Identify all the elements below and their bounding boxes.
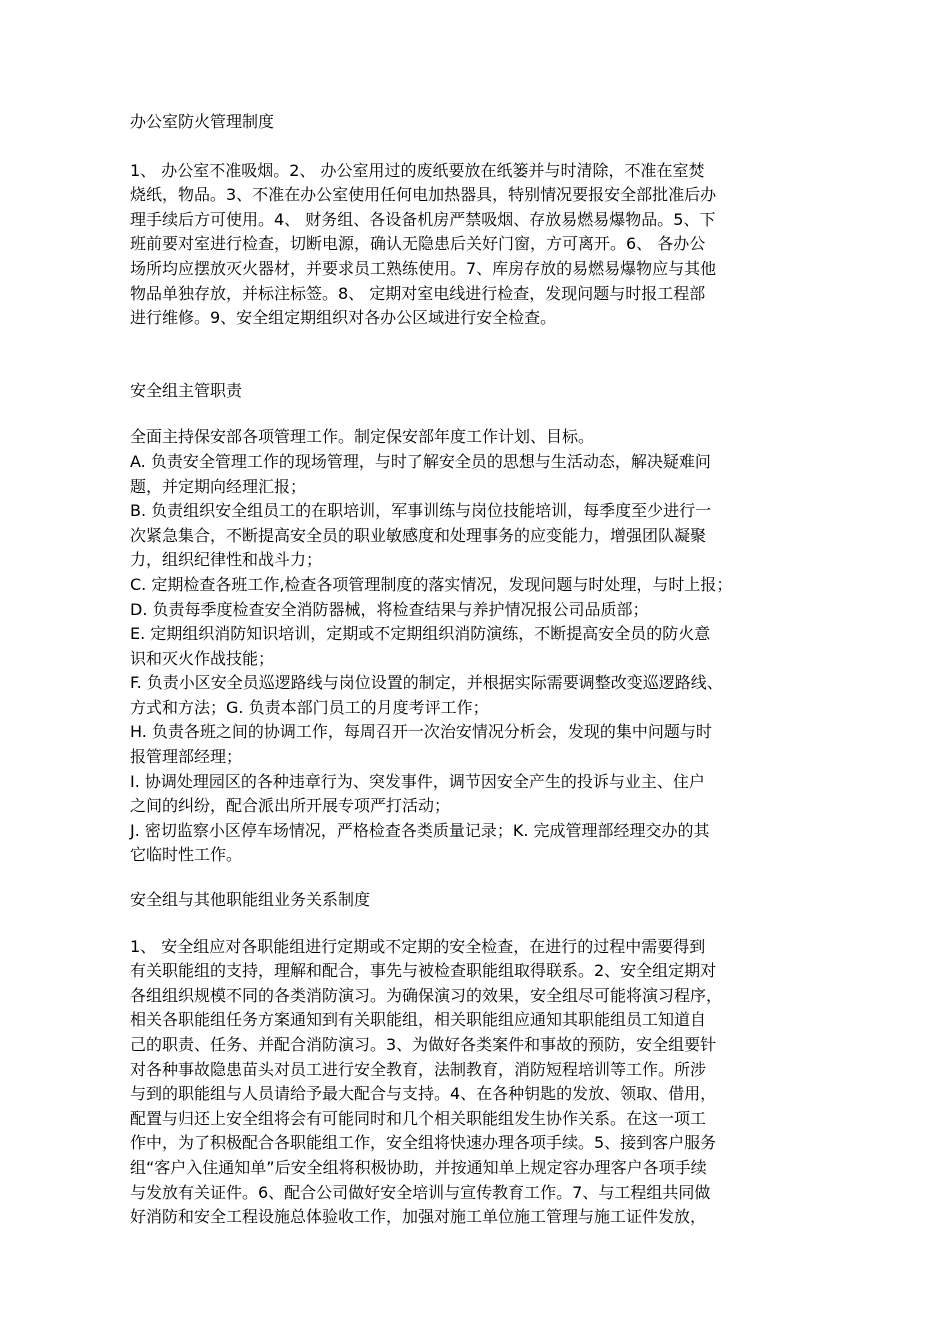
- text-line: A. 负责安全管理工作的现场管理，与时了解安全员的思想与生活动态，解决疑难问: [130, 451, 711, 471]
- text-line: 各组组织规模不同的各类消防演习。为确保演习的效果，安全组尽可能将演习程序，: [130, 985, 723, 1005]
- text-line: I. 协调处理园区的各种违章行为、突发事件，调节因安全产生的投诉与业主、住户: [130, 771, 705, 791]
- text-line: 进行维修。9、安全组定期组织对各办公区域进行安全检查。: [130, 308, 557, 328]
- text-line: 烧纸，物品。3、不准在办公室使用任何电加热器具，特别情况要报安全部批准后办: [130, 185, 717, 205]
- text-line: 1、 安全组应对各职能组进行定期或不定期的安全检查，在进行的过程中需要得到: [130, 936, 706, 956]
- text-line: 有关职能组的支持，理解和配合，事先与被检查职能组取得联系。2、安全组定期对: [130, 961, 717, 981]
- text-line: 组“客户入住通知单”后安全组将积极协助，并按通知单上规定容办理客户各项手续: [130, 1157, 707, 1177]
- section-title-fire-prevention: 办公室防火管理制度: [130, 112, 275, 131]
- text-line: F. 负责小区安全员巡逻路线与岗位设置的制定，并根据实际需要调整改变巡逻路线、: [130, 673, 723, 693]
- section-title-security-supervisor: 安全组主管职责: [130, 380, 243, 400]
- text-line: 全面主持保安部各项管理工作。制定保安部年度工作计划、目标。: [130, 427, 595, 447]
- section-body-fire-prevention: [130, 159, 852, 331]
- text-line: 场所均应摆放灭火器材，并要求员工熟练使用。7、库房存放的易燃易爆物应与其他: [130, 258, 717, 278]
- text-line: 识和灭火作战技能；: [130, 648, 275, 668]
- text-line: E. 定期组织消防知识培训，定期或不定期组织消防演练，不断提高安全员的防火意: [130, 624, 711, 644]
- text-line: 理手续后方可使用。4、 财务组、各设备机房严禁吸烟、存放易燃易爆物品。5、下: [130, 209, 716, 229]
- document-page: [130, 110, 852, 1230]
- text-line: 与到的职能组与人员请给予最大配合与支持。4、在各种钥匙的发放、领取、借用，: [130, 1084, 717, 1104]
- text-line: H. 负责各班之间的协调工作，每周召开一次治安情况分析会，发现的集中问题与时: [130, 722, 712, 742]
- section-title-interdepartment-relations: 安全组与其他职能组业务关系制度: [130, 890, 371, 910]
- text-line: 与发放有关证件。6、配合公司做好安全培训与宣传教育工作。7、与工程组共同做: [130, 1182, 711, 1202]
- text-line: 它临时性工作。: [130, 845, 243, 865]
- text-line: 题，并定期向经理汇报；: [130, 476, 307, 496]
- text-line: D. 负责每季度检查安全消防器械，将检查结果与养护情况报公司品质部；: [130, 599, 649, 619]
- text-line: 次紧急集合，不断提高安全员的职业敏感度和处理事务的应变能力，增强团队凝聚: [130, 525, 707, 545]
- text-line: 方式和方法；G. 负责本部门员工的月度考评工作；: [130, 697, 489, 717]
- text-line: 好消防和安全工程设施总体验收工作，加强对施工单位施工管理与施工证件发放，: [130, 1207, 707, 1227]
- text-line: 配置与归还上安全组将会有可能同时和几个相关职能组发生协作关系。在这一项工: [130, 1108, 707, 1128]
- text-line: 之间的纠纷，配合派出所开展专项严打活动；: [130, 796, 451, 816]
- text-line: 力，组织纪律性和战斗力；: [130, 550, 323, 570]
- text-line: 1、 办公室不准吸烟。2、 办公室用过的废纸要放在纸篓并与时清除，不准在室焚: [130, 160, 705, 180]
- text-line: 作中，为了积极配合各职能组工作，安全组将快速办理各项手续。5、接到客户服务: [130, 1133, 717, 1153]
- section-body-security-supervisor: [130, 425, 852, 868]
- text-line: 报管理部经理；: [130, 747, 243, 767]
- text-line: 班前要对室进行检查，切断电源，确认无隐患后关好门窗，方可离开。6、 各办公: [130, 234, 706, 254]
- text-line: 对各种事故隐患苗头对员工进行安全教育，法制教育，消防短程培训等工作。所涉: [130, 1059, 707, 1079]
- text-line: J. 密切监察小区停车场情况，严格检查各类质量记录；K. 完成管理部经理交办的其: [130, 820, 710, 840]
- text-line: 相关各职能组任务方案通知到有关职能组，相关职能组应通知其职能组员工知道自: [130, 1010, 707, 1030]
- text-line: 物品单独存放，并标注标签。8、 定期对室电线进行检查，发现问题与时报工程部: [130, 283, 706, 303]
- text-line: B. 负责组织安全组员工的在职培训，军事训练与岗位技能培训，每季度至少进行一: [130, 501, 712, 521]
- section-body-interdepartment-relations: [130, 935, 852, 1230]
- text-line: C. 定期检查各班工作,检查各项管理制度的落实情况，发现问题与时处理，与时上报；: [130, 574, 733, 594]
- text-line: 己的职责、任务、并配合消防演习。3、为做好各类案件和事故的预防，安全组要针: [130, 1035, 717, 1054]
